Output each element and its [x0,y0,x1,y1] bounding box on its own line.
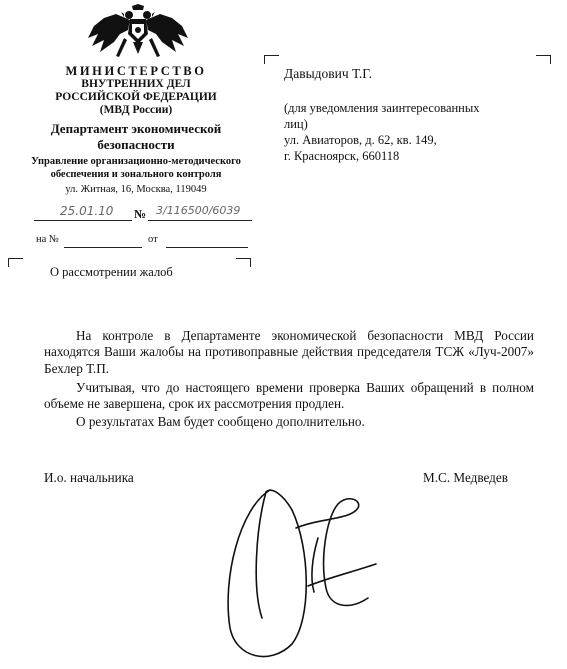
recipient-note-line2: лиц) [284,117,308,131]
recipient-city: г. Красноярск, 660118 [284,149,400,163]
double-headed-eagle-icon [86,4,190,60]
reference-number-line [64,235,142,248]
number-sign: № [134,207,147,221]
ministry-title: МИНИСТЕРСТВО [65,64,207,78]
handwritten-signature [200,468,390,668]
body-paragraph [44,380,534,413]
letter-subject: О рассмотрении жалоб [50,265,173,279]
department-name: Департамент экономической [50,121,222,136]
ministry-title-line2: ВНУТРЕННИХ ДЕЛ [81,78,191,90]
recipient-corner-left [264,55,279,64]
reference-number-label: на № [36,234,59,245]
recipient-corner-right [536,55,551,64]
ministry-abbreviation: (МВД России) [99,104,173,116]
registration-date: 25.01.10 [60,204,114,218]
directorate-name-line2: обеспечения и зонального контроля [50,169,222,180]
body-paragraph [44,328,534,377]
subject-corner-left [8,258,23,267]
recipient-street: ул. Авиаторов, д. 62, кв. 149, [284,133,437,147]
reference-date-line [166,235,248,248]
signer-title: И.о. начальника [44,470,134,485]
body-paragraph-text: Учитывая, что до настоящего времени проверка Ваших обращений в полном объеме не завершена, срок их рассмотрения продлен. [44,380,534,412]
recipient-note: (для уведомления заинтересованных [284,101,480,115]
ministry-title-line3: РОССИЙСКОЙ ФЕДЕРАЦИИ [55,91,217,103]
signer-name: М.С. Медведев [423,470,508,485]
body-paragraph-text: На контроле в Департаменте экономической безопасности МВД России находятся Ваши жалобы на противоправные действия председателя ТСЖ «Луч-2007» Бехлер Т.П. [44,328,534,376]
department-name-line2: безопасности [97,137,175,152]
body-paragraph [44,414,534,430]
recipient-name: Давыдович Т.Г. [284,66,372,81]
registration-number: 3/116500/6039 [156,204,241,217]
subject-corner-right [236,258,251,267]
reference-from-label: от [148,234,158,245]
body-paragraph-text: О результатах Вам будет сообщено дополнительно. [76,414,365,429]
sender-address: ул. Житная, 16, Москва, 119049 [65,184,207,195]
directorate-name: Управление организационно-методического [31,156,241,167]
